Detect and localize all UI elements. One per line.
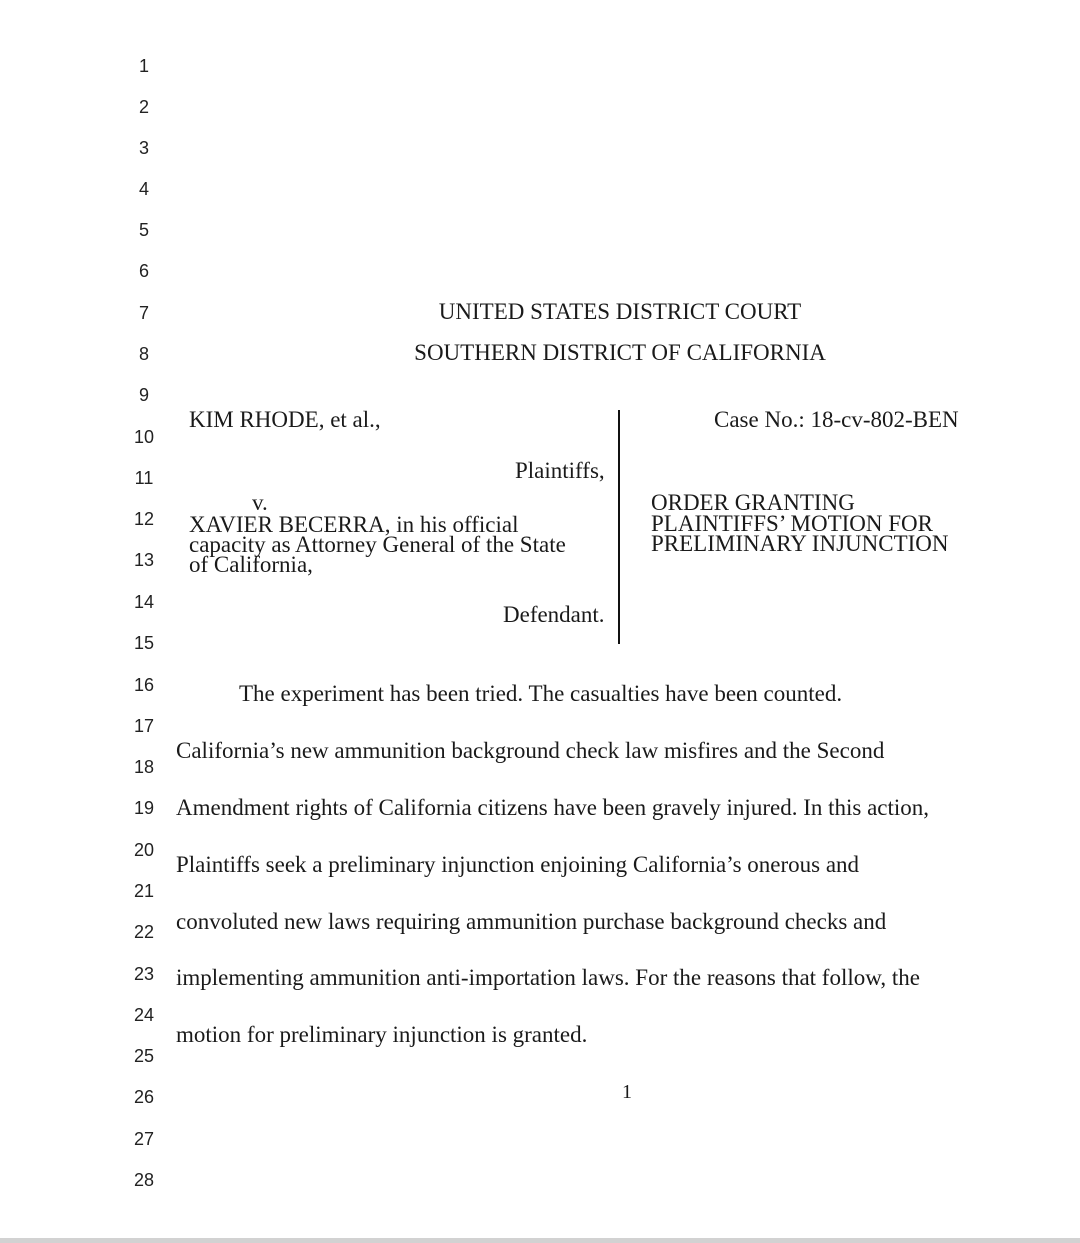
defendant-role: Defendant.: [503, 602, 605, 627]
line-number: 22: [133, 922, 155, 942]
body-line: Amendment rights of California citizens have been gravely injured. In this action,: [176, 795, 930, 820]
line-number: 14: [133, 592, 155, 612]
order-title-line: PLAINTIFFS’ MOTION FOR: [651, 511, 933, 536]
line-number: 18: [133, 757, 155, 777]
body-line: implementing ammunition anti-importation laws. For the reasons that follow, the: [176, 965, 920, 990]
line-number: 27: [133, 1129, 155, 1149]
line-number: 13: [133, 550, 155, 570]
defendant-line: XAVIER BECERRA, in his official: [189, 512, 519, 537]
line-number: 28: [133, 1170, 155, 1190]
line-number: 7: [138, 303, 149, 323]
line-number: 2: [138, 97, 149, 117]
body-line: motion for preliminary injunction is granted.: [176, 1022, 588, 1047]
body-line: Plaintiffs seek a preliminary injunction enjoining California’s onerous and: [176, 852, 860, 877]
defendant-line: capacity as Attorney General of the State: [189, 532, 566, 557]
line-number: 1: [138, 56, 149, 76]
line-number: 26: [133, 1087, 155, 1107]
page-number: 1: [622, 1081, 632, 1103]
line-number: 17: [133, 716, 155, 736]
versus-label: v.: [252, 490, 268, 515]
line-number: 15: [133, 633, 155, 653]
defendant-line: of California,: [189, 552, 313, 577]
line-number: 19: [133, 798, 155, 818]
line-number: 8: [138, 344, 149, 364]
plaintiff-name: KIM RHODE, et al.,: [189, 407, 381, 432]
court-district: SOUTHERN DISTRICT OF CALIFORNIA: [414, 340, 826, 365]
body-line: convoluted new laws requiring ammunition purchase background checks and: [176, 909, 887, 934]
order-title-line: ORDER GRANTING: [651, 490, 855, 515]
order-title-line: PRELIMINARY INJUNCTION: [651, 531, 949, 556]
page-bottom-edge: [0, 1238, 1080, 1243]
line-number: 24: [133, 1005, 155, 1025]
plaintiff-role: Plaintiffs,: [515, 458, 605, 483]
court-name: UNITED STATES DISTRICT COURT: [438, 299, 802, 324]
line-number: 12: [133, 509, 155, 529]
line-number: 10: [133, 427, 155, 447]
caption-divider: [618, 410, 620, 644]
line-number: 23: [133, 964, 155, 984]
line-number: 21: [133, 881, 155, 901]
line-number: 5: [138, 220, 149, 240]
line-number: 6: [138, 261, 149, 281]
line-number: 25: [133, 1046, 155, 1066]
body-line: The experiment has been tried. The casualties have been counted.: [239, 681, 843, 706]
line-number: 16: [133, 675, 155, 695]
line-number: 11: [134, 468, 154, 488]
line-number: 9: [138, 385, 149, 405]
line-number: 20: [133, 840, 155, 860]
body-line: California’s new ammunition background check law misfires and the Second: [176, 738, 885, 763]
case-number: Case No.: 18-cv-802-BEN: [714, 407, 959, 432]
line-number: 4: [138, 179, 149, 199]
line-number: 3: [138, 138, 149, 158]
